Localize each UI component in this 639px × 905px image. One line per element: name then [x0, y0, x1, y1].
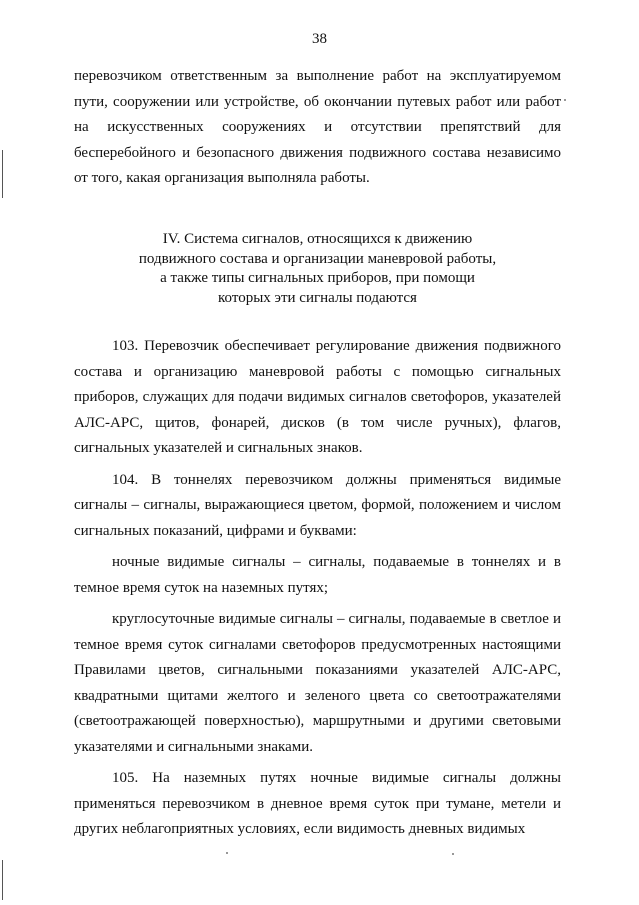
section-heading: [74, 230, 561, 308]
scan-speck: [226, 852, 228, 854]
scan-margin-mark: [2, 150, 3, 198]
scan-margin-mark: [2, 860, 3, 900]
section-heading-line-1: IV. Система сигналов, относящихся к движению: [162, 231, 473, 247]
section-heading-line-3: а также типы сигнальных приборов, при помощи: [160, 270, 475, 286]
paragraph-104: 104. В тоннелях перевозчиком должны применяться видимые сигналы – сигналы, выражающиеся цветом, формой, положением и числом сигнальных показаний, цифрами и буквами:: [74, 471, 561, 539]
page-number: 38: [312, 31, 327, 47]
intro-paragraph: перевозчиком ответственным за выполнение работ на эксплуатируемом пути, сооружении или устройстве, об окончании путевых работ или работ на искусственных сооружениях и отсутствии препятствий для бесперебойного и безопасного движения подвижного состава независимо от того, какая организация выполняла работы.: [74, 68, 561, 186]
scan-speck: [452, 853, 454, 855]
paragraph-104-night-signals: ночные видимые сигналы – сигналы, подаваемые в тоннелях и в темное время суток на наземных путях;: [74, 554, 561, 596]
paragraph-103: 103. Перевозчик обеспечивает регулирование движения подвижного состава и организацию маневровой работы с помощью сигнальных приборов, служащих для подачи видимых сигналов светофоров, указателей АЛС-АРС, щитов, фонарей, дисков (в том числе ручных), флагов, сигнальных указателей и сигнальных знаков.: [74, 338, 561, 456]
intro-paragraph-block: [74, 64, 561, 192]
scan-speck: [564, 99, 566, 101]
section-heading-line-2: подвижного состава и организации маневровой работы,: [138, 250, 497, 267]
paragraph-105: 105. На наземных путях ночные видимые сигналы должны применяться перевозчиком в дневное время суток при тумане, метели и других неблагоприятных условиях, если видимость дневных видимых: [74, 770, 561, 837]
paragraph-104-allday-signals: круглосуточные видимые сигналы – сигналы, подаваемые в светлое и темное время суток сигналами светофоров предусмотренных настоящими Правилами цветов, сигнальными показаниями указателей АЛС-АРС, квадратными щитами желтого и зеленого цвета со светоотражателями (светоотражающей поверхностью), маршрутными и другими световыми указателями и сигнальными знаками.: [74, 611, 561, 755]
section-heading-line-4: которых эти сигналы подаются: [218, 289, 417, 306]
section-body: [74, 334, 561, 843]
